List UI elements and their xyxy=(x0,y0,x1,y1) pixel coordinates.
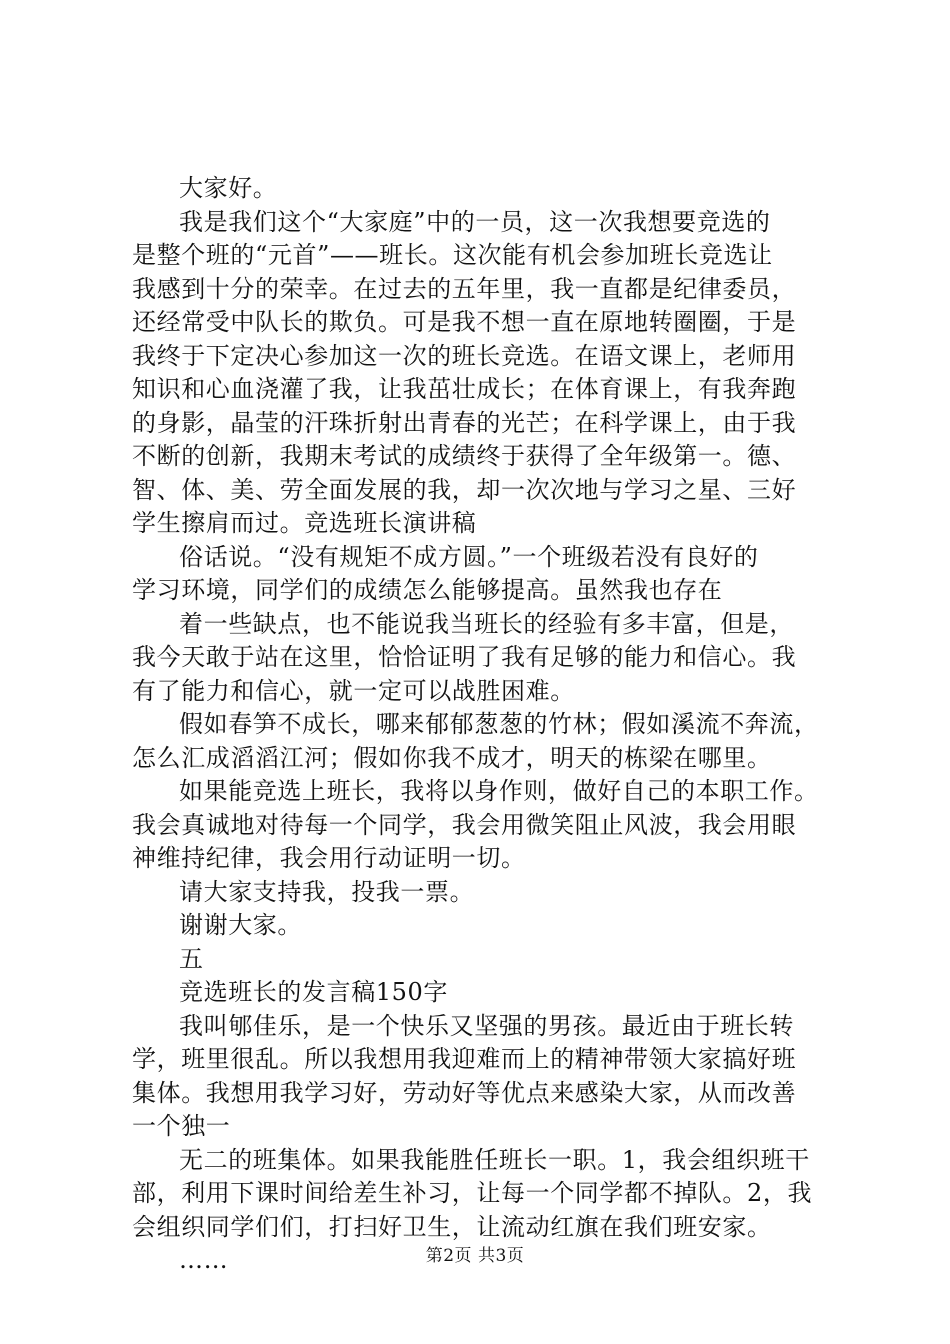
text-line: 智、体、美、劳全面发展的我，却一次次地与学习之星、三好 xyxy=(132,475,797,504)
text-line: 的身影，晶莹的汗珠折射出青春的光芒；在科学课上，由于我 xyxy=(132,408,797,437)
text-line: 学习环境，同学们的成绩怎么能够提高。虽然我也存在 xyxy=(132,576,723,604)
text-line: 神维持纪律，我会用行动证明一切。 xyxy=(132,844,526,872)
text-line: 我叫郇佳乐，是一个快乐又坚强的男孩。最近由于班长转 xyxy=(179,1011,794,1040)
text-line: 无二的班集体。如果我能胜任班长一职。1，我会组织班干 xyxy=(179,1145,810,1174)
text-line: …… xyxy=(179,1246,229,1274)
text-line: 我会真诚地对待每一个同学，我会用微笑阻止风波，我会用眼 xyxy=(132,810,797,839)
text-line: 我感到十分的荣幸。在过去的五年里，我一直都是纪律委员， xyxy=(132,274,797,303)
text-line: 不断的创新，我期末考试的成绩终于获得了全年级第一。德、 xyxy=(132,442,797,470)
text-line: 我终于下定决心参加这一次的班长竞选。在语文课上，老师用 xyxy=(132,341,797,370)
text-line: 知识和心血浇灌了我，让我茁壮成长；在体育课上，有我奔跑 xyxy=(132,375,797,403)
document-body xyxy=(132,172,832,1278)
text-line: 学生擦肩而过。竞选班长演讲稿 xyxy=(132,509,477,537)
text-line: 是整个班的“元首”——班长。这次能有机会参加班长竞选让 xyxy=(132,241,773,269)
text-line: 我今天敢于站在这里，恰恰证明了我有足够的能力和信心。我 xyxy=(132,643,797,671)
text-line: 竞选班长的发言稿150字 xyxy=(179,978,449,1006)
text-line: 请大家支持我，投我一票。 xyxy=(179,877,475,906)
text-line: 学，班里很乱。所以我想用我迎难而上的精神带领大家搞好班 xyxy=(132,1045,797,1073)
text-line: 一个独一 xyxy=(132,1112,231,1140)
text-line: 我是我们这个“大家庭”中的一员，这一次我想要竞选的 xyxy=(179,207,771,236)
text-line: 部，利用下课时间给差生补习，让每一个同学都不掉队。2，我 xyxy=(132,1179,813,1207)
text-line: 集体。我想用我学习好，劳动好等优点来感染大家，从而改善 xyxy=(132,1078,797,1107)
text-line: 大家好。 xyxy=(179,174,278,202)
page-footer: 第2页 共3页 xyxy=(425,1246,525,1266)
text-line: 会组织同学们们，打扫好卫生，让流动红旗在我们班安家。 xyxy=(132,1212,772,1241)
text-line: 着一些缺点，也不能说我当班长的经验有多丰富，但是， xyxy=(179,609,794,638)
text-line: 怎么汇成滔滔江河；假如你我不成才，明天的栋梁在哪里。 xyxy=(132,743,772,772)
text-line: 五 xyxy=(179,944,204,973)
text-line: 俗话说。“没有规矩不成方圆。”一个班级若没有良好的 xyxy=(179,542,759,571)
text-line: 谢谢大家。 xyxy=(179,911,302,939)
text-line: 如果能竞选上班长，我将以身作则，做好自己的本职工作。 xyxy=(179,777,819,805)
text-line: 有了能力和信心，就一定可以战胜困难。 xyxy=(132,676,575,705)
text-line: 假如春笋不成长，哪来郁郁葱葱的竹林；假如溪流不奔流， xyxy=(179,710,819,738)
text-line: 还经常受中队长的欺负。可是我不想一直在原地转圈圈，于是 xyxy=(132,308,797,336)
